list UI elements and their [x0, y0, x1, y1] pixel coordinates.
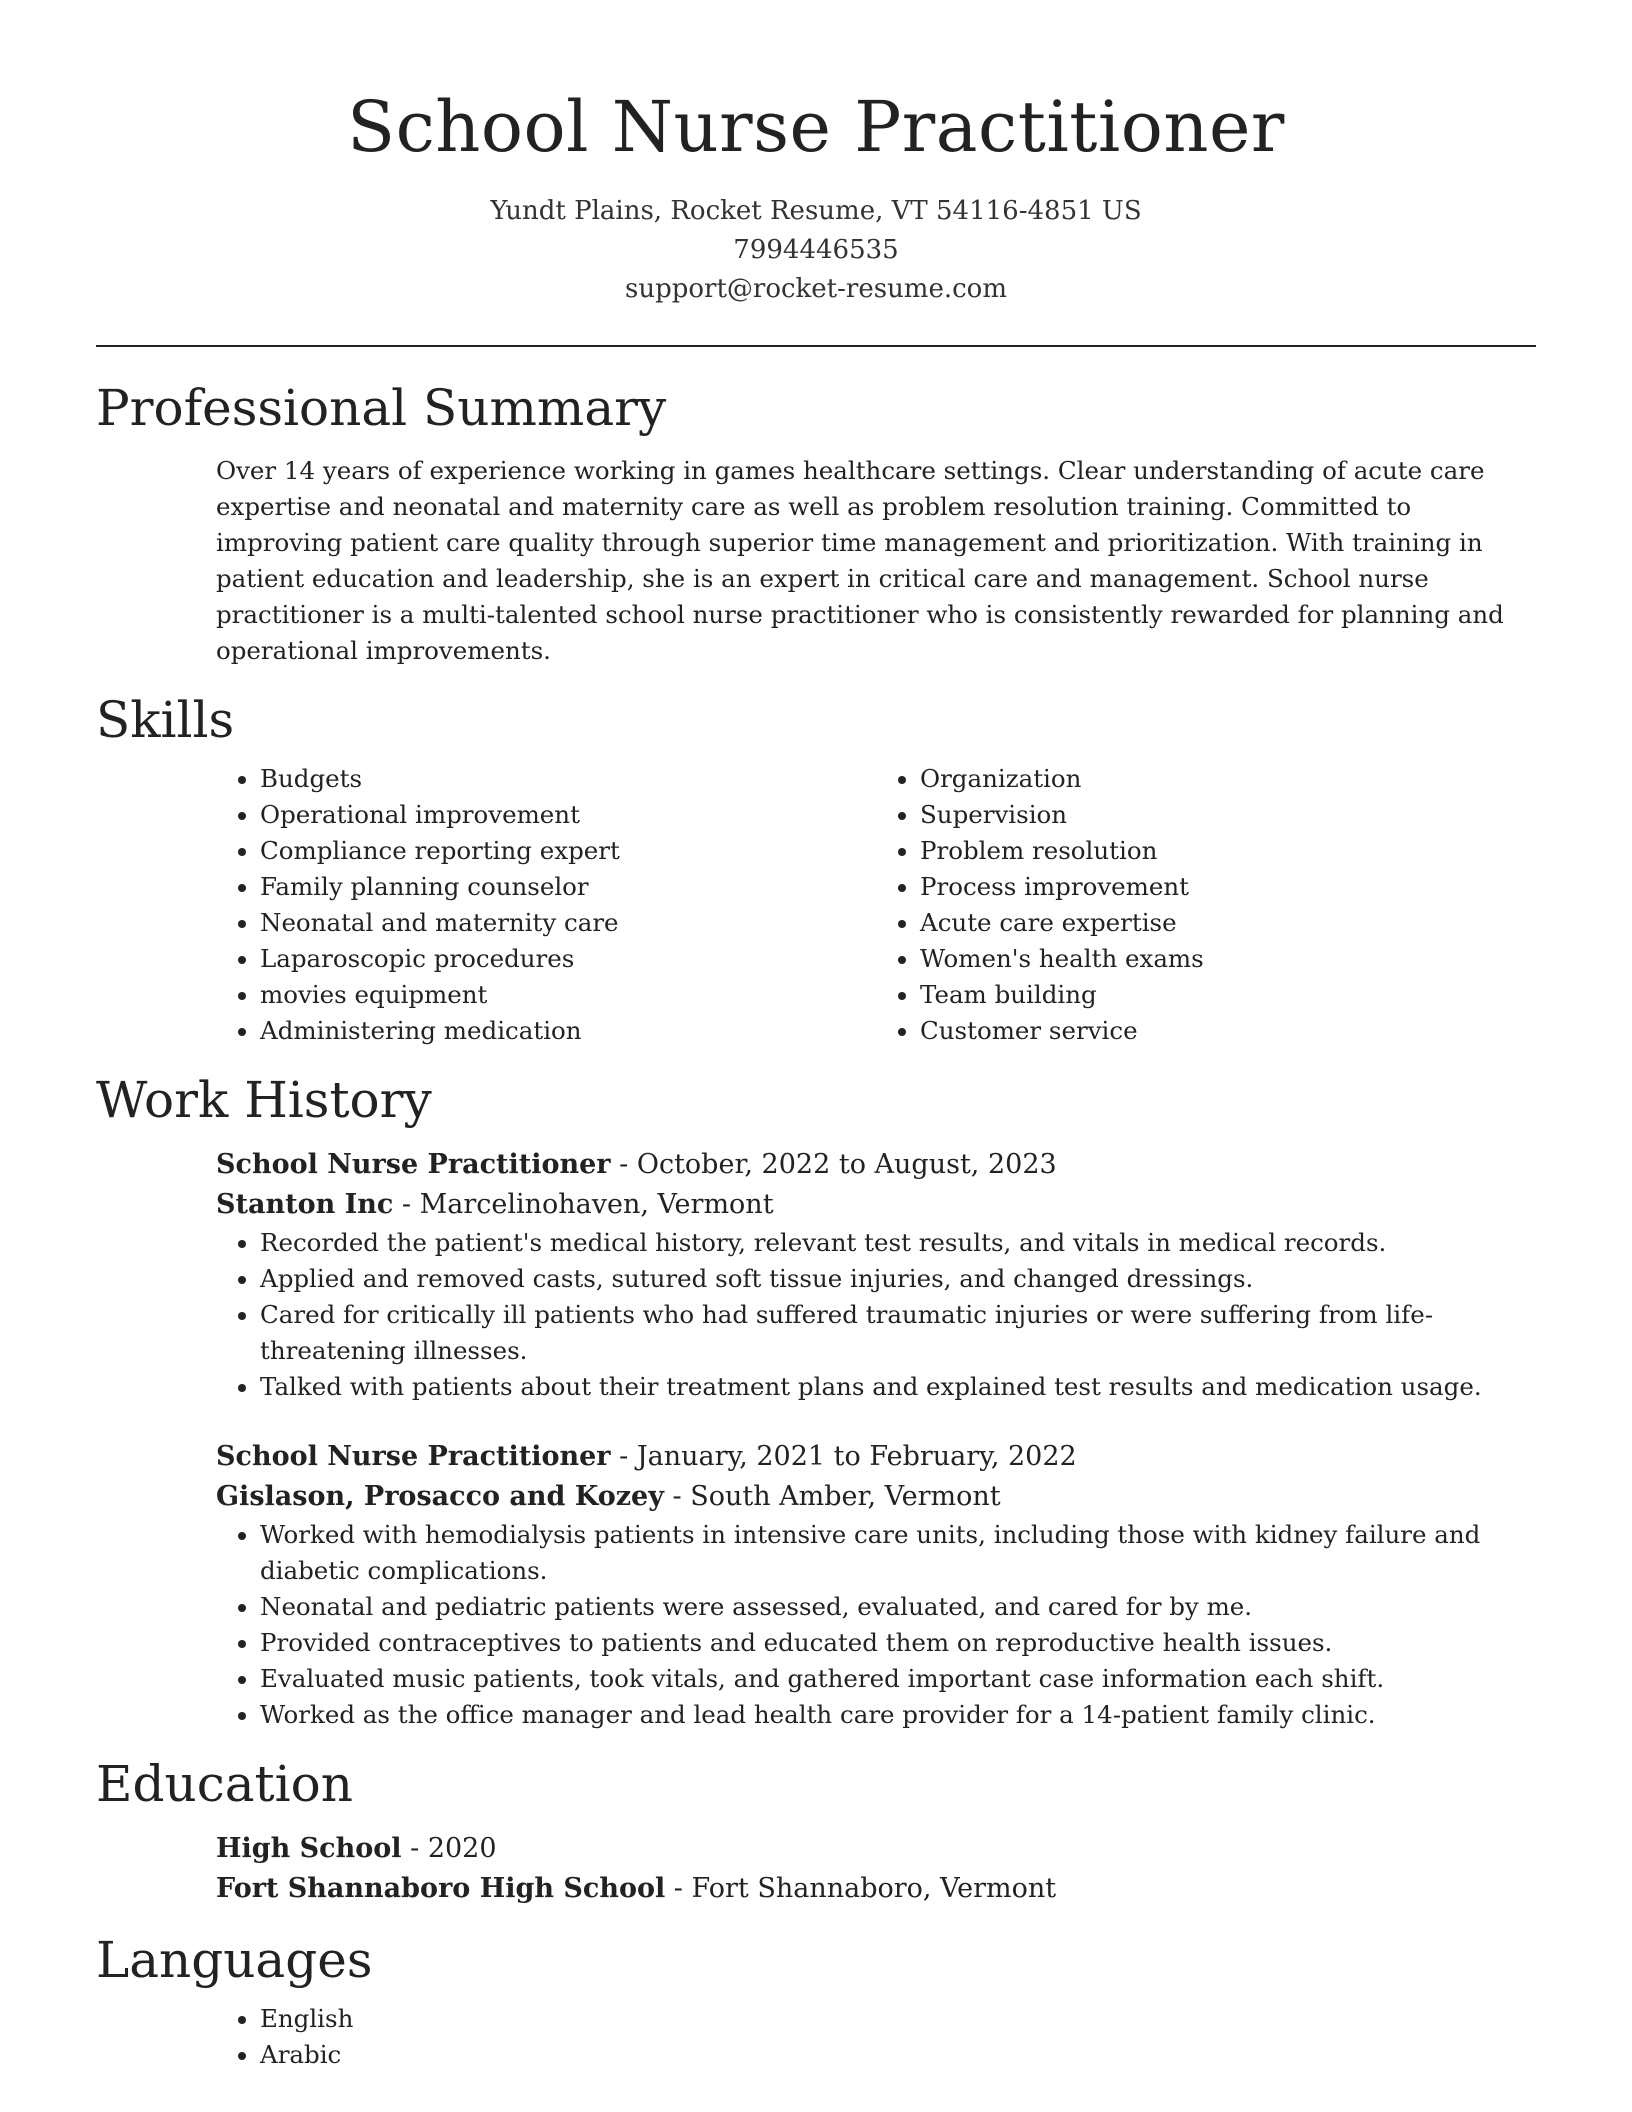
- work-history-heading: Work History: [96, 1071, 432, 1129]
- education-school-line: [216, 1869, 1536, 1909]
- address: Yundt Plains, Rocket Resume, VT 54116-4851 US: [490, 196, 1142, 226]
- skills-section: [96, 689, 1536, 1049]
- education-degree: High School: [216, 1833, 402, 1864]
- job-duty: • Worked as the office manager and lead health care provider for a 14-patient family clinic.: [260, 1697, 1536, 1733]
- job-duty: • Applied and removed casts, sutured soft tissue injuries, and changed dressings.: [260, 1261, 1536, 1297]
- skill-item: • Organization: [920, 761, 1536, 797]
- skill-item: • Budgets: [260, 761, 876, 797]
- summary-section: [96, 377, 1536, 669]
- job-company-line: [216, 1185, 1536, 1225]
- skill-item: • Team building: [920, 977, 1536, 1013]
- job-duty: • Provided contraceptives to patients and educated them on reproductive health issues.: [260, 1625, 1536, 1661]
- phone: 7994446535: [733, 235, 899, 265]
- skills-list-right: [876, 761, 1536, 1049]
- education-entry: [216, 1829, 1536, 1909]
- job-entry: [216, 1145, 1536, 1405]
- skill-item: • Compliance reporting expert: [260, 833, 876, 869]
- job-duty: • Neonatal and pediatric patients were assessed, evaluated, and cared for by me.: [260, 1589, 1536, 1625]
- job-title: School Nurse Practitioner: [216, 1149, 611, 1180]
- language-item: • English: [260, 2001, 1536, 2037]
- job-entry: [216, 1437, 1536, 1733]
- skills-heading: Skills: [96, 691, 235, 749]
- job-duties: [216, 1517, 1536, 1733]
- contact-info: [0, 192, 1632, 309]
- skill-item: • Administering medication: [260, 1013, 876, 1049]
- email[interactable]: support@rocket-resume.com: [624, 274, 1007, 304]
- education-section: [96, 1753, 1536, 1909]
- skill-item: • Acute care expertise: [920, 905, 1536, 941]
- work-history-section: [96, 1069, 1536, 1733]
- summary-heading: Professional Summary: [96, 379, 667, 437]
- skill-item: • Process improvement: [920, 869, 1536, 905]
- job-company: Stanton Inc: [216, 1189, 394, 1220]
- summary-text: Over 14 years of experience working in games healthcare settings. Clear understanding of acute care expertise and neonatal and maternity care as well as problem resolution training. Committed to improving patient care quality through superior time management and prioritization. With training in patient education and leadership, she is an expert in critical care and management. School nurse practitioner is a multi-talented school nurse practitioner who is consistently rewarded for planning and operational improvements.: [216, 456, 1504, 665]
- skill-item: • Operational improvement: [260, 797, 876, 833]
- languages-section: [96, 1929, 1536, 2073]
- skills-list-left: [216, 761, 876, 1049]
- skill-item: • Family planning counselor: [260, 869, 876, 905]
- skill-item: • Customer service: [920, 1013, 1536, 1049]
- job-company: Gislason, Prosacco and Kozey: [216, 1481, 664, 1512]
- job-title: School Nurse Practitioner: [216, 1441, 611, 1472]
- resume-header: [0, 0, 1632, 309]
- job-location: - South Amber, Vermont: [663, 1481, 1001, 1512]
- skill-item: • Neonatal and maternity care: [260, 905, 876, 941]
- job-title-line: [216, 1437, 1536, 1477]
- job-company-line: [216, 1477, 1536, 1517]
- job-duty: • Recorded the patient's medical history, relevant test results, and vitals in medical records.: [260, 1225, 1536, 1261]
- job-duty: • Worked with hemodialysis patients in intensive care units, including those with kidney failure and diabetic complications.: [260, 1517, 1536, 1589]
- education-degree-line: [216, 1829, 1536, 1869]
- job-dates: - January, 2021 to February, 2022: [610, 1441, 1077, 1472]
- job-duty: • Evaluated music patients, took vitals, and gathered important case information each shift.: [260, 1661, 1536, 1697]
- job-duty: • Talked with patients about their treatment plans and explained test results and medication usage.: [260, 1369, 1536, 1405]
- skill-item: • movies equipment: [260, 977, 876, 1013]
- job-duties: [216, 1225, 1536, 1405]
- language-item: • Arabic: [260, 2037, 1536, 2073]
- languages-list: [216, 2001, 1536, 2073]
- skill-item: • Women's health exams: [920, 941, 1536, 977]
- skill-item: • Laparoscopic procedures: [260, 941, 876, 977]
- header-divider: [96, 345, 1536, 347]
- job-dates: - October, 2022 to August, 2023: [610, 1149, 1057, 1180]
- job-title-line: [216, 1145, 1536, 1185]
- languages-heading: Languages: [96, 1931, 373, 1989]
- education-heading: Education: [96, 1755, 353, 1813]
- skill-item: • Problem resolution: [920, 833, 1536, 869]
- education-location: - Fort Shannaboro, Vermont: [665, 1873, 1057, 1904]
- job-location: - Marcelinohaven, Vermont: [393, 1189, 774, 1220]
- job-duty: • Cared for critically ill patients who had suffered traumatic injuries or were suffering from life-threatening illnesses.: [260, 1297, 1536, 1369]
- candidate-name: School Nurse Practitioner: [347, 86, 1285, 168]
- skill-item: • Supervision: [920, 797, 1536, 833]
- education-school: Fort Shannaboro High School: [216, 1873, 666, 1904]
- education-year: - 2020: [401, 1833, 497, 1864]
- skills-columns: [216, 761, 1536, 1049]
